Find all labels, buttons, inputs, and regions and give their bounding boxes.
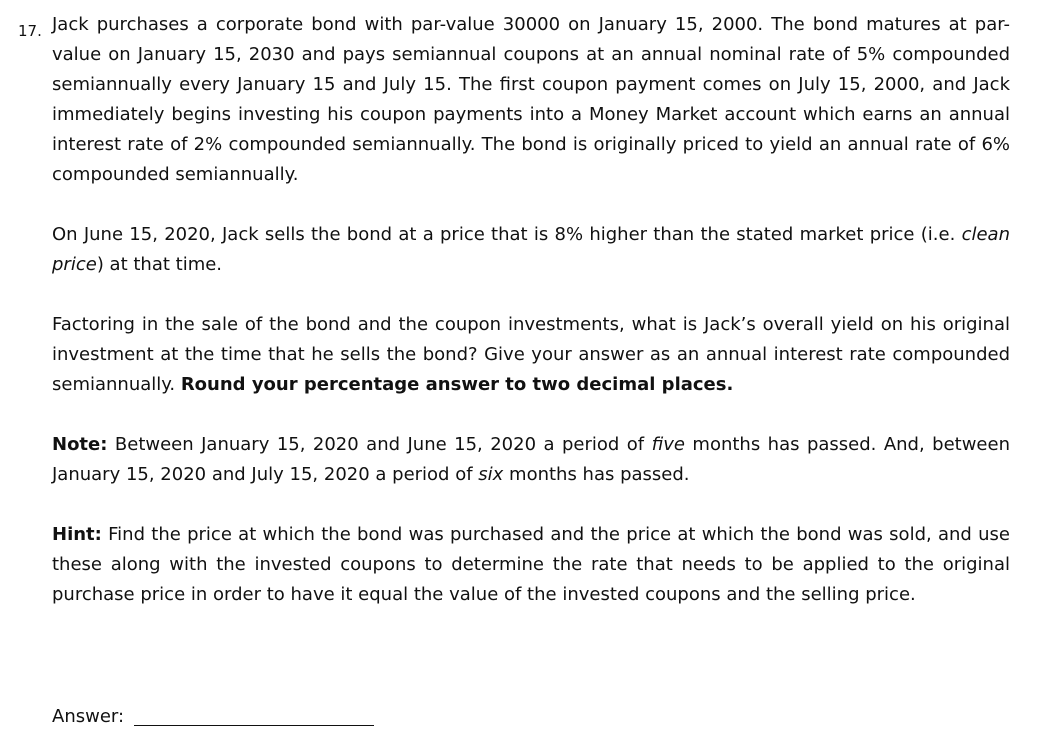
task-paragraph [52, 310, 1010, 400]
note-paragraph [52, 430, 1010, 490]
answer-blank[interactable] [134, 724, 374, 726]
answer-label: Answer: [52, 706, 130, 727]
question-number: 17. [18, 22, 42, 40]
sale-text-a: On June 15, 2020, Jack sells the bond at a price that is 8% higher than the stated market price (i.e. [52, 224, 962, 245]
question-block [18, 10, 1010, 610]
problem-statement-text: Jack purchases a corporate bond with par-value 30000 on January 15, 2000. The bond matures at par-value on January 15, 2030 and pays semiannual coupons at an annual nominal rate of 5% compounded semiannually every January 15 and July 15. The first coupon payment comes on July 15, 2000, and Jack immediately begins investing his coupon payments into a Money Market account which earns an annual interest rate of 2% compounded semiannually. The bond is originally priced to yield an annual rate of 6% compounded semiannually. [52, 14, 1010, 185]
sale-paragraph [52, 220, 1010, 280]
hint-label: Hint: [52, 524, 102, 545]
note-text-c: months has passed. [503, 464, 690, 485]
note-italic-six: six [478, 464, 504, 485]
note-text-a: Between January 15, 2020 and June 15, 2020 a period of [107, 434, 652, 455]
note-italic-five: five [651, 434, 685, 455]
answer-row [52, 702, 374, 732]
task-text: Factoring in the sale of the bond and the coupon investments, what is Jack’s overall yield on his original investment at the time that he sells the bond? Give your answer as an annual interest rate compounded semiannually. [52, 314, 1010, 395]
note-text-b: months has passed. And, between January 15, 2020 and July 15, 2020 a period of [52, 434, 1010, 485]
sale-text-b: ) at that time. [96, 254, 223, 275]
hint-paragraph [52, 520, 1010, 610]
hint-text: Find the price at which the bond was purchased and the price at which the bond was sold, and use these along with the invested coupons to determine the rate that needs to be applied to the original purchase price in order to have it equal the value of the invested coupons and the selling price. [52, 524, 1010, 605]
note-label: Note: [52, 434, 108, 455]
rounding-instruction: Round your percentage answer to two decimal places. [180, 374, 734, 395]
problem-statement [52, 10, 1010, 190]
clean-price-term: clean price [52, 224, 1010, 275]
question-body [52, 10, 1010, 610]
